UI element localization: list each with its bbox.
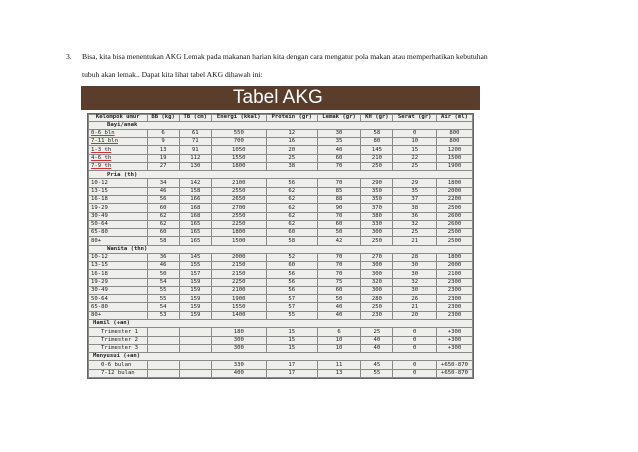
- table-cell: 62: [266, 204, 317, 212]
- table-cell: 300: [361, 270, 393, 278]
- table-cell: 15: [266, 328, 317, 336]
- header-cell: Serat (gr): [393, 115, 437, 122]
- table-cell: 2100: [211, 286, 266, 294]
- table-cell: 0: [393, 344, 437, 352]
- table-cell: 62: [266, 220, 317, 228]
- section-row: [89, 245, 473, 253]
- table-cell: 2500: [436, 229, 472, 237]
- header-cell: KH (gr): [361, 115, 393, 122]
- table-cell: 2100: [436, 270, 472, 278]
- table-cell: 62: [147, 212, 179, 220]
- table-cell: 700: [211, 138, 266, 146]
- table-cell: 400: [211, 369, 266, 377]
- table-cell: 40: [317, 311, 361, 319]
- table-cell: 17: [266, 369, 317, 377]
- table-cell: 1550: [211, 154, 266, 162]
- row-label-cell: 16-18: [89, 195, 148, 203]
- table-cell: 30: [393, 270, 437, 278]
- table-cell: 60: [317, 154, 361, 162]
- table-cell: 10: [317, 336, 361, 344]
- table-cell: 19: [147, 154, 179, 162]
- table-cell: 70: [317, 162, 361, 170]
- table-cell: 20: [266, 146, 317, 154]
- table-cell: 70: [317, 179, 361, 187]
- table-cell: 350: [361, 195, 393, 203]
- table-cell: 2000: [436, 262, 472, 270]
- section-row: [89, 353, 473, 361]
- table-cell: 165: [179, 237, 211, 245]
- table-cell: 60: [266, 262, 317, 270]
- table-cell: [179, 344, 211, 352]
- table-row: [89, 179, 473, 187]
- table-cell: 54: [147, 303, 179, 311]
- table-row: [89, 278, 473, 286]
- table-cell: 45: [361, 361, 393, 369]
- row-label-cell: 50-64: [89, 220, 148, 228]
- table-cell: 250: [361, 162, 393, 170]
- row-label-cell: 7-11 bln: [89, 138, 148, 146]
- table-cell: 0: [393, 361, 437, 369]
- row-label-cell: 30-49: [89, 286, 148, 294]
- table-cell: 2600: [436, 212, 472, 220]
- table-cell: 2300: [436, 286, 472, 294]
- table-cell: 56: [266, 278, 317, 286]
- row-label-cell: 1-3 th: [89, 146, 148, 154]
- table-cell: 112: [179, 154, 211, 162]
- table-row: [89, 262, 473, 270]
- table-cell: 42: [317, 237, 361, 245]
- table-row: [89, 162, 473, 170]
- row-label-cell: 19-29: [89, 278, 148, 286]
- table-cell: [179, 328, 211, 336]
- row-label-cell: 10-12: [89, 253, 148, 261]
- header-cell: Lemak (gr): [317, 115, 361, 122]
- table-row: [89, 138, 473, 146]
- table-cell: 55: [266, 311, 317, 319]
- table-cell: 2150: [211, 270, 266, 278]
- table-cell: 168: [179, 204, 211, 212]
- table-cell: 800: [436, 138, 472, 146]
- table-cell: +300: [436, 328, 472, 336]
- table-cell: 6: [317, 328, 361, 336]
- table-cell: 70: [317, 212, 361, 220]
- table-cell: 70: [317, 253, 361, 261]
- table-cell: 1500: [211, 237, 266, 245]
- table-cell: 2550: [211, 212, 266, 220]
- table-cell: 21: [393, 237, 437, 245]
- table-cell: 32: [393, 220, 437, 228]
- table-cell: 159: [179, 295, 211, 303]
- table-cell: 159: [179, 278, 211, 286]
- table-cell: 91: [179, 146, 211, 154]
- table-cell: 145: [361, 146, 393, 154]
- table-row: [89, 303, 473, 311]
- table-cell: 60: [317, 286, 361, 294]
- table-row: [89, 146, 473, 154]
- table-cell: 166: [179, 195, 211, 203]
- table-cell: 46: [147, 187, 179, 195]
- table-cell: 1050: [211, 146, 266, 154]
- table-cell: 28: [393, 253, 437, 261]
- table-row: [89, 237, 473, 245]
- table-row: [89, 187, 473, 195]
- table-cell: 56: [266, 286, 317, 294]
- table-cell: [147, 361, 179, 369]
- table-cell: 0: [393, 336, 437, 344]
- section-label: Pria (th): [89, 171, 473, 179]
- table-cell: [179, 336, 211, 344]
- header-cell: BB (kg): [147, 115, 179, 122]
- row-label-cell: Trimester 1: [89, 328, 148, 336]
- table-cell: 1800: [436, 253, 472, 261]
- table-cell: 80: [361, 138, 393, 146]
- table-cell: 53: [147, 311, 179, 319]
- row-label-cell: 0-6 bulan: [89, 361, 148, 369]
- header-cell: Energi (kkal): [211, 115, 266, 122]
- header-cell: Kelompok umur: [89, 115, 148, 122]
- table-row: [89, 361, 473, 369]
- row-label-cell: 7-12 bulan: [89, 369, 148, 377]
- section-row: [89, 171, 473, 179]
- table-cell: 35: [393, 187, 437, 195]
- table-cell: 2500: [436, 204, 472, 212]
- table-row: [89, 204, 473, 212]
- table-cell: 38: [393, 204, 437, 212]
- table-cell: 10: [393, 138, 437, 146]
- table-cell: 800: [436, 129, 472, 137]
- table-cell: [147, 344, 179, 352]
- table-cell: [147, 369, 179, 377]
- table-cell: 55: [147, 286, 179, 294]
- table-cell: 25: [266, 154, 317, 162]
- table-cell: 300: [361, 286, 393, 294]
- table-cell: 159: [179, 311, 211, 319]
- table-cell: 1500: [436, 154, 472, 162]
- table-cell: 230: [361, 311, 393, 319]
- table-cell: 350: [361, 187, 393, 195]
- table-cell: 15: [393, 146, 437, 154]
- row-label-cell: 10-12: [89, 179, 148, 187]
- table-cell: 2250: [211, 278, 266, 286]
- table-cell: 300: [361, 262, 393, 270]
- table-cell: 40: [361, 336, 393, 344]
- table-cell: 145: [179, 253, 211, 261]
- table-cell: 70: [317, 270, 361, 278]
- table-row: [89, 129, 473, 137]
- table-cell: 55: [361, 369, 393, 377]
- table-cell: 550: [211, 129, 266, 137]
- row-label-cell: 13-15: [89, 262, 148, 270]
- table-cell: 320: [361, 278, 393, 286]
- table-cell: 36: [147, 253, 179, 261]
- table-cell: 62: [147, 220, 179, 228]
- row-label-cell: 16-18: [89, 270, 148, 278]
- row-label-cell: 50-64: [89, 295, 148, 303]
- table-cell: 38: [266, 162, 317, 170]
- table-cell: 2500: [436, 237, 472, 245]
- table-cell: 155: [179, 262, 211, 270]
- table-cell: 61: [179, 129, 211, 137]
- table-cell: 2550: [211, 187, 266, 195]
- table-row: [89, 295, 473, 303]
- table-cell: 165: [179, 220, 211, 228]
- table-cell: 13: [147, 146, 179, 154]
- row-label-cell: 4-6 th: [89, 154, 148, 162]
- table-cell: 15: [266, 344, 317, 352]
- section-label: Bayi/anak: [89, 121, 473, 129]
- table-cell: 32: [393, 278, 437, 286]
- table-cell: 1800: [436, 179, 472, 187]
- table-cell: 2250: [211, 220, 266, 228]
- table-cell: 50: [317, 295, 361, 303]
- table-cell: 1800: [211, 162, 266, 170]
- header-cell: Protein (gr): [266, 115, 317, 122]
- table-cell: 159: [179, 303, 211, 311]
- table-cell: 2700: [211, 204, 266, 212]
- table-row: [89, 212, 473, 220]
- table-row: [89, 220, 473, 228]
- table-cell: 300: [361, 229, 393, 237]
- row-label-cell: 30-49: [89, 212, 148, 220]
- table-cell: 330: [361, 220, 393, 228]
- table-cell: 0: [393, 369, 437, 377]
- row-label-cell: 65-80: [89, 229, 148, 237]
- table-row: [89, 270, 473, 278]
- table-cell: 9: [147, 138, 179, 146]
- table-cell: 1200: [436, 146, 472, 154]
- table-cell: 58: [361, 129, 393, 137]
- table-cell: 88: [317, 195, 361, 203]
- table-cell: 57: [266, 303, 317, 311]
- table-cell: 16: [266, 138, 317, 146]
- table-cell: 250: [361, 237, 393, 245]
- header-cell: TB (cm): [179, 115, 211, 122]
- table-cell: 90: [317, 204, 361, 212]
- table-cell: 2000: [211, 253, 266, 261]
- table-cell: 6: [147, 129, 179, 137]
- section-row: [89, 319, 473, 327]
- table-cell: 300: [211, 336, 266, 344]
- table-cell: 25: [361, 328, 393, 336]
- table-cell: 46: [147, 262, 179, 270]
- table-cell: 2300: [436, 278, 472, 286]
- table-cell: 36: [393, 212, 437, 220]
- table-cell: 21: [393, 303, 437, 311]
- table-cell: 40: [317, 146, 361, 154]
- table-cell: +650-870: [436, 369, 472, 377]
- paragraph-line-2: tubuh akan lemak.. Dapat kita lihat tabel AKG dihawah ini:: [82, 70, 263, 79]
- table-cell: 60: [147, 204, 179, 212]
- table-cell: 56: [266, 270, 317, 278]
- table-row: [89, 369, 473, 377]
- table-cell: 60: [266, 229, 317, 237]
- table-cell: 300: [211, 344, 266, 352]
- table-cell: 20: [393, 311, 437, 319]
- table-cell: 1800: [211, 229, 266, 237]
- table-cell: 290: [361, 179, 393, 187]
- table-cell: 2000: [436, 187, 472, 195]
- table-cell: 29: [393, 179, 437, 187]
- row-label-cell: Trimester 2: [89, 336, 148, 344]
- table-cell: 37: [393, 195, 437, 203]
- table-cell: 330: [211, 361, 266, 369]
- table-cell: 2300: [436, 303, 472, 311]
- table-cell: +650-870: [436, 361, 472, 369]
- table-cell: 71: [179, 138, 211, 146]
- table-cell: 58: [266, 237, 317, 245]
- table-cell: 56: [147, 195, 179, 203]
- table-cell: 1900: [211, 295, 266, 303]
- table-cell: 62: [266, 212, 317, 220]
- table-cell: 165: [179, 229, 211, 237]
- table-cell: 2200: [436, 195, 472, 203]
- table-cell: 2300: [436, 295, 472, 303]
- table-cell: 62: [266, 187, 317, 195]
- table-cell: 159: [179, 286, 211, 294]
- table-cell: 40: [361, 344, 393, 352]
- table-cell: 1550: [211, 303, 266, 311]
- table-cell: 210: [361, 154, 393, 162]
- table-cell: 13: [317, 369, 361, 377]
- table-cell: [147, 328, 179, 336]
- table-cell: 34: [147, 179, 179, 187]
- table-cell: 50: [317, 229, 361, 237]
- table-cell: 250: [361, 303, 393, 311]
- section-label: Wanita (thn): [89, 245, 473, 253]
- table-cell: 2300: [436, 311, 472, 319]
- table-cell: +300: [436, 336, 472, 344]
- table-cell: 2150: [211, 262, 266, 270]
- table-cell: 380: [361, 212, 393, 220]
- table-cell: [179, 369, 211, 377]
- table-body: [89, 121, 473, 377]
- table-cell: [147, 336, 179, 344]
- table-row: [89, 154, 473, 162]
- row-label-cell: 80+: [89, 237, 148, 245]
- table-cell: 158: [179, 187, 211, 195]
- table-cell: 52: [266, 253, 317, 261]
- table-cell: 370: [361, 204, 393, 212]
- row-label-cell: Trimester 3: [89, 344, 148, 352]
- table-cell: 17: [266, 361, 317, 369]
- table-cell: +300: [436, 344, 472, 352]
- table-cell: 10: [317, 344, 361, 352]
- list-number: 3.: [66, 52, 72, 61]
- akg-table-container: [87, 113, 474, 379]
- table-cell: 1900: [436, 162, 472, 170]
- table-row: [89, 311, 473, 319]
- table-cell: 62: [266, 195, 317, 203]
- table-cell: 130: [179, 162, 211, 170]
- header-cell: Air (ml): [436, 115, 472, 122]
- row-label-cell: 80+: [89, 311, 148, 319]
- table-cell: 85: [317, 187, 361, 195]
- table-row: [89, 229, 473, 237]
- table-cell: 40: [317, 303, 361, 311]
- row-label-cell: 65-80: [89, 303, 148, 311]
- table-cell: 142: [179, 179, 211, 187]
- table-row: [89, 286, 473, 294]
- table-cell: 270: [361, 253, 393, 261]
- row-label-cell: 7-9 th: [89, 162, 148, 170]
- table-cell: 1400: [211, 311, 266, 319]
- table-cell: 25: [393, 229, 437, 237]
- figure-title: Tabel AKG: [81, 86, 480, 110]
- table-cell: 75: [317, 278, 361, 286]
- table-row: [89, 195, 473, 203]
- section-label: Menyusui (+an): [89, 353, 473, 361]
- table-cell: 11: [317, 361, 361, 369]
- row-label-cell: 0-6 bln: [89, 129, 148, 137]
- table-row: [89, 328, 473, 336]
- table-row: [89, 253, 473, 261]
- table-cell: [179, 361, 211, 369]
- table-cell: 0: [393, 328, 437, 336]
- table-cell: 58: [147, 237, 179, 245]
- table-cell: 2650: [211, 195, 266, 203]
- table-cell: 55: [147, 295, 179, 303]
- table-cell: 26: [393, 295, 437, 303]
- header-row: [89, 115, 473, 122]
- table-cell: 168: [179, 212, 211, 220]
- table-cell: 30: [317, 129, 361, 137]
- table-cell: 70: [317, 262, 361, 270]
- table-cell: 2600: [436, 220, 472, 228]
- table-cell: 280: [361, 295, 393, 303]
- table-cell: 56: [266, 179, 317, 187]
- table-cell: 157: [179, 270, 211, 278]
- table-cell: 180: [211, 328, 266, 336]
- table-cell: 35: [317, 138, 361, 146]
- section-row: [89, 121, 473, 129]
- table-cell: 25: [393, 162, 437, 170]
- paragraph-line-1: Bisa, kita bisa menentukan AKG Lemak pada makanan harian kita dengan cara mengatur pola makan atau memperhatikan kebutuhan: [82, 52, 488, 61]
- table-cell: 2100: [211, 179, 266, 187]
- table-row: [89, 344, 473, 352]
- table-cell: 22: [393, 154, 437, 162]
- table-cell: 15: [266, 336, 317, 344]
- table-cell: 30: [393, 262, 437, 270]
- table-cell: 12: [266, 129, 317, 137]
- table-cell: 30: [393, 286, 437, 294]
- table-cell: 50: [147, 270, 179, 278]
- table-row: [89, 336, 473, 344]
- row-label-cell: 19-29: [89, 204, 148, 212]
- row-label-cell: 13-15: [89, 187, 148, 195]
- table-cell: 57: [266, 295, 317, 303]
- table-cell: 60: [317, 220, 361, 228]
- table-cell: 27: [147, 162, 179, 170]
- section-label: Hamil (+an): [89, 319, 473, 327]
- table-cell: 54: [147, 278, 179, 286]
- table-cell: 60: [147, 229, 179, 237]
- akg-table: [88, 114, 473, 378]
- akg-table-figure: [81, 86, 480, 382]
- table-cell: 0: [393, 129, 437, 137]
